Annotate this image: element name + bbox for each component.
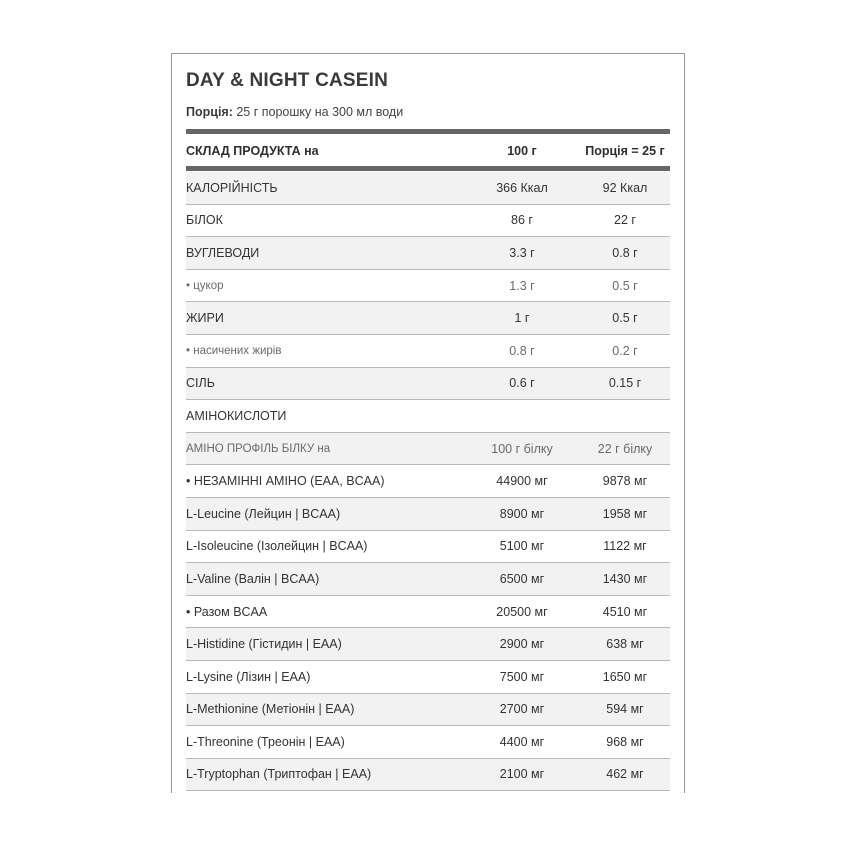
- row-value-100g: 20500 мг: [496, 604, 548, 619]
- row-value-100g: 2700 мг: [499, 702, 545, 717]
- product-title: DAY & NIGHT CASEIN: [186, 70, 389, 91]
- row-name: L-Valine (Валін | BCAA): [186, 571, 320, 586]
- row-value-serving: 1958 мг: [602, 506, 648, 521]
- row-value-100g: 6500 мг: [499, 571, 545, 586]
- row-value-100g: 0.6 г: [509, 376, 535, 391]
- row-value-serving: 22 г білку: [597, 441, 653, 456]
- row-name: L-Tryptophan (Триптофан | EAA): [186, 767, 372, 782]
- row-name: АМІНО ПРОФІЛЬ БІЛКУ на: [186, 442, 331, 455]
- header-divider: [186, 166, 670, 171]
- row-value-serving: 0.5 г: [612, 311, 638, 326]
- row-value-serving: 1650 мг: [602, 669, 648, 684]
- serving-label: Порція:: [186, 105, 233, 119]
- row-name: L-Methionine (Метіонін | EAA): [186, 702, 355, 717]
- row-value-100g: 7500 мг: [499, 669, 545, 684]
- row-value-serving: [578, 400, 672, 432]
- table-row: [186, 694, 670, 727]
- serving-info: [186, 105, 403, 119]
- nutrition-table: [186, 134, 670, 791]
- row-name: ЖИРИ: [186, 311, 224, 326]
- row-value-serving: 22 г: [614, 213, 636, 228]
- table-row: [186, 237, 670, 270]
- row-value-100g: 1.3 г: [509, 278, 535, 293]
- row-value-100g: [466, 400, 578, 432]
- row-value-serving: 638 мг: [606, 637, 644, 652]
- header-per-serving: Порція = 25 г: [585, 144, 665, 158]
- row-name: • цукор: [186, 279, 224, 292]
- row-value-100g: 4400 мг: [499, 734, 545, 749]
- row-value-100g: 8900 мг: [499, 506, 545, 521]
- row-value-serving: 462 мг: [606, 767, 644, 782]
- row-value-serving: 4510 мг: [602, 604, 648, 619]
- row-value-100g: 100 г білку: [491, 441, 553, 456]
- row-value-serving: 9878 мг: [602, 474, 648, 489]
- row-value-100g: 1 г: [514, 311, 530, 326]
- row-name: ВУГЛЕВОДИ: [186, 245, 260, 260]
- table-row: [186, 335, 670, 368]
- row-value-100g: 2100 мг: [499, 767, 545, 782]
- row-value-serving: 594 мг: [606, 702, 644, 717]
- row-name: L-Lysine (Лізин | EAA): [186, 669, 311, 684]
- table-row: [186, 726, 670, 759]
- row-value-serving: 1122 мг: [603, 539, 647, 554]
- table-row: [186, 302, 670, 335]
- table-row: [186, 368, 670, 401]
- table-row: [186, 498, 670, 531]
- row-name: L-Isoleucine (Ізолейцин | BCAA): [186, 539, 368, 554]
- row-name: L-Leucine (Лейцин | BCAA): [186, 506, 341, 521]
- row-value-serving: 968 мг: [606, 734, 644, 749]
- table-row: [186, 563, 670, 596]
- table-row: [186, 433, 670, 466]
- row-value-100g: 2900 мг: [499, 637, 545, 652]
- row-value-100g: 86 г: [511, 213, 533, 228]
- table-row: [186, 205, 670, 238]
- row-name: СІЛЬ: [186, 376, 215, 391]
- row-value-serving: 0.2 г: [612, 343, 638, 358]
- row-name: КАЛОРІЙНІСТЬ: [186, 180, 278, 195]
- row-name: L-Threonine (Треонін | EAA): [186, 734, 345, 749]
- table-row: [186, 270, 670, 303]
- table-row: [186, 172, 670, 205]
- row-value-serving: 0.15 г: [608, 376, 642, 391]
- row-value-serving: 1430 мг: [602, 571, 648, 586]
- table-row: [186, 400, 670, 433]
- row-value-100g: 0.8 г: [509, 343, 535, 358]
- row-value-serving: 0.8 г: [612, 245, 638, 260]
- row-value-serving: 92 Ккал: [602, 180, 648, 195]
- row-name: • насичених жирів: [186, 344, 282, 357]
- table-header: [186, 134, 670, 168]
- table-row: [186, 531, 670, 564]
- table-row: [186, 661, 670, 694]
- row-name: БІЛОК: [186, 213, 223, 228]
- row-value-100g: 3.3 г: [509, 245, 535, 260]
- table-row: [186, 628, 670, 661]
- row-name: • Разом BCAA: [186, 604, 268, 619]
- row-value-100g: 5100 мг: [499, 539, 545, 554]
- serving-text: 25 г порошку на 300 мл води: [232, 105, 404, 119]
- table-row: [186, 465, 670, 498]
- table-row: [186, 596, 670, 629]
- header-composition: СКЛАД ПРОДУКТА на: [186, 144, 319, 158]
- row-value-100g: 44900 мг: [496, 474, 548, 489]
- row-value-100g: 366 Ккал: [496, 180, 548, 195]
- table-row: [186, 759, 670, 792]
- row-name: L-Histidine (Гістидин | EAA): [186, 637, 342, 652]
- header-per-100g: 100 г: [507, 144, 537, 158]
- row-name: • НЕЗАМІННІ АМІНО (EAA, BCAA): [186, 474, 385, 489]
- row-value-serving: 0.5 г: [612, 278, 638, 293]
- row-name: АМІНОКИСЛОТИ: [186, 408, 287, 423]
